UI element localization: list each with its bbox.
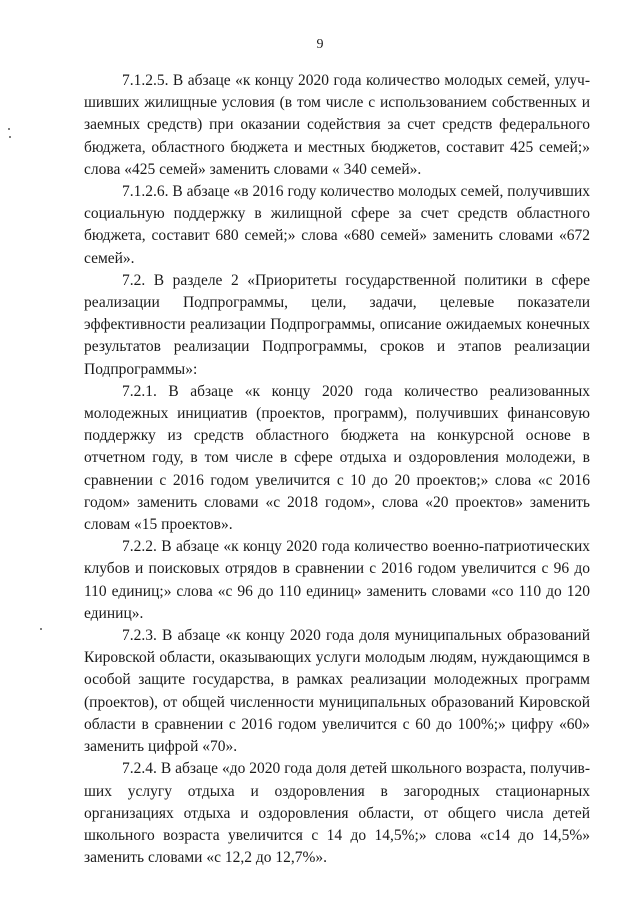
paragraph-7-2-4: 7.2.4. В абзаце «до 2020 года доля детей школьного возраста, получивших услугу отдыха и оздоровления в загородных стационарных организациях отдыха и оздоровления области, от общего числа детей школьного возраста увеличится с 14 до 14,5%;» слова «с14 до 14,5%» заменить словами «с 12,2 до 12,7%». (84, 760, 590, 867)
paragraph-7-2-3: 7.2.3. В абзаце «к концу 2020 года доля муниципальных образований Кировской области, оказывающих услуги молодым людям, нуждающимся в особой защите государства, в рамках реализации молодежных программ (проектов), от общей численности муниципальных образований Кировской области в сравнении с 2016 годом увеличится с 60 до 100%;» цифру «60» заменить цифрой «70». (84, 627, 590, 756)
paragraph-7-1-2-6: 7.1.2.6. В абзаце «в 2016 году количество молодых семей, получивших социальную поддержку в жилищной сфере за счет средств областного бюджета, составит 680 семей;» слова «680 семей» заменить словами «672 семей». (84, 183, 590, 267)
scan-speck (9, 136, 11, 138)
paragraph-7-2: 7.2. В разделе 2 «Приоритеты государственной политики в сфере реализации Подпрограммы, цели, задачи, целевые показатели эффективности реализации Подпрограммы, описание ожидаемых конечных результатов реализации Подпрограммы, сроков и этапов реализации Подпрограммы»: (84, 271, 590, 378)
paragraph-7-1-2-5: 7.1.2.5. В абзаце «к концу 2020 года количество молодых семей, улучшивших жилищные условия (в том числе с использованием собственных и заемных средств) при оказании содействия за счет средств федерального бюджета, областного бюджета и местных бюджетов, составит 425 семей;» слова «425 семей» заменить словами « 340 семей». (84, 72, 590, 178)
paragraph-7-2-2: 7.2.2. В абзаце «к концу 2020 года количество военно-патриотических клубов и поисковых отрядов в сравнении с 2016 годом увеличится с 96 до 110 единиц;» слова «с 96 до 110 единиц» заменить словами «со 110 до 120 единиц». (84, 538, 590, 622)
scan-speck (40, 628, 42, 630)
paragraph-7-2-1: 7.2.1. В абзаце «к концу 2020 года количество реализованных молодежных инициатив (проектов, программ), получивших финансовую поддержку из средств областного бюджета на конкурсной основе в отчетном году, в том числе в сфере отдыха и оздоровления молодежи, в сравнении с 2016 годом увеличится с 10 до 20 проектов;» слова «с 2016 годом» заменить словами «с 2018 годом», слова «20 проектов» заменить словам «15 проектов». (84, 382, 590, 534)
document-body (84, 70, 590, 869)
page-number: 9 (316, 37, 324, 52)
scan-speck (8, 128, 10, 130)
